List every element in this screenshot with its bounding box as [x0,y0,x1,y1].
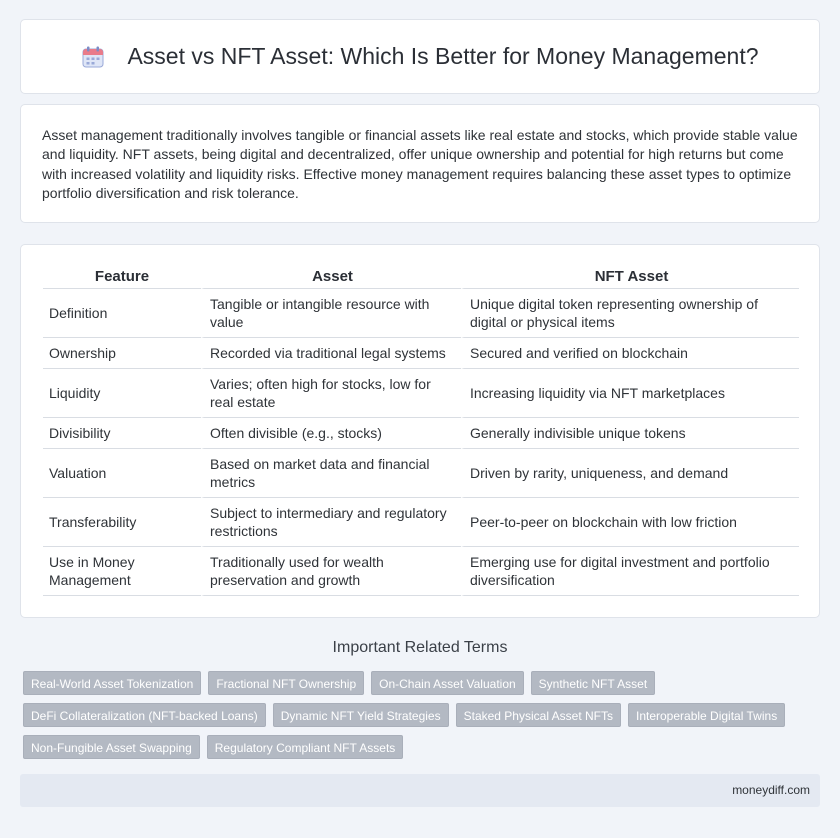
column-header-feature: Feature [43,265,201,289]
asset-cell: Often divisible (e.g., stocks) [201,418,461,449]
feature-cell: Definition [43,289,201,338]
related-term-tag[interactable]: Staked Physical Asset NFTs [456,703,621,727]
feature-cell: Divisibility [43,418,201,449]
feature-cell: Valuation [43,449,201,498]
nft-asset-cell: Secured and verified on blockchain [461,338,799,369]
comparison-table [43,265,799,596]
asset-cell: Based on market data and financial metrics [201,449,461,498]
asset-cell: Tangible or intangible resource with value [201,289,461,338]
column-header-asset: Asset [201,265,461,289]
asset-cell: Varies; often high for stocks, low for real estate [201,369,461,418]
related-term-tag[interactable]: Fractional NFT Ownership [208,671,364,695]
nft-asset-cell: Emerging use for digital investment and portfolio diversification [461,547,799,596]
nft-asset-cell: Driven by rarity, uniqueness, and demand [461,449,799,498]
comparison-card [20,244,820,618]
feature-cell: Ownership [43,338,201,369]
column-header-nft-asset: NFT Asset [461,265,799,289]
nft-asset-cell: Peer-to-peer on blockchain with low friction [461,498,799,547]
header-card [20,19,820,94]
feature-cell: Liquidity [43,369,201,418]
asset-cell: Recorded via traditional legal systems [201,338,461,369]
intro-paragraph: Asset management traditionally involves tangible or financial assets like real estate and stocks, which provide stable value and liquidity. NFT assets, being digital and decentralized, offer unique ownership and potential for high returns but come with increased volatility and liquidity risks. Effective money management requires balancing these asset types to optimize portfolio diversification and risk tolerance. [42,127,798,201]
calendar-icon [81,45,105,69]
related-term-tag[interactable]: Non-Fungible Asset Swapping [23,735,200,759]
intro-card [20,104,820,223]
related-term-tag[interactable]: Interoperable Digital Twins [628,703,785,727]
related-term-tag[interactable]: Dynamic NFT Yield Strategies [273,703,449,727]
related-term-tag[interactable]: Synthetic NFT Asset [531,671,656,695]
footer [20,774,820,807]
table-row [43,369,799,418]
nft-asset-cell: Increasing liquidity via NFT marketplaces [461,369,799,418]
table-row [43,449,799,498]
table-row [43,418,799,449]
related-term-tag[interactable]: Regulatory Compliant NFT Assets [207,735,404,759]
related-term-tag[interactable]: DeFi Collateralization (NFT-backed Loans) [23,703,266,727]
related-term-tag[interactable]: On-Chain Asset Valuation [371,671,524,695]
asset-cell: Traditionally used for wealth preservation and growth [201,547,461,596]
table-header-row [43,265,799,289]
feature-cell: Use in Money Management [43,547,201,596]
table-row [43,498,799,547]
page-title: Asset vs NFT Asset: Which Is Better for Money Management? [127,43,759,69]
asset-cell: Subject to intermediary and regulatory restrictions [201,498,461,547]
nft-asset-cell: Generally indivisible unique tokens [461,418,799,449]
footer-site-link[interactable]: moneydiff.com [732,783,810,797]
feature-cell: Transferability [43,498,201,547]
table-row [43,338,799,369]
nft-asset-cell: Unique digital token representing ownership of digital or physical items [461,289,799,338]
related-terms-title: Important Related Terms [332,639,508,656]
table-row [43,547,799,596]
related-term-tag[interactable]: Real-World Asset Tokenization [23,671,201,695]
related-terms-list [23,671,819,759]
table-row [43,289,799,338]
